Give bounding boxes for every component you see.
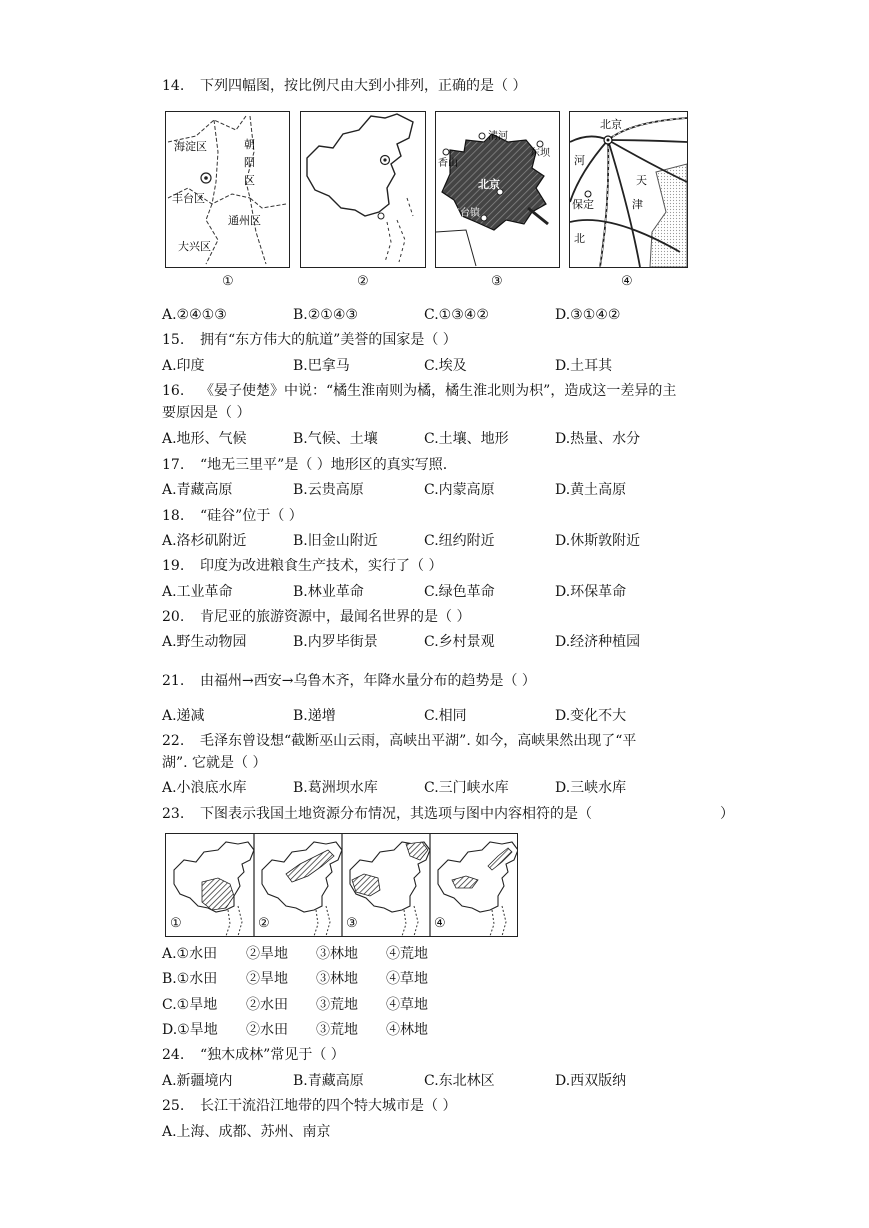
- question-number: 22.: [162, 733, 185, 749]
- option-c[interactable]: C.埃及: [424, 358, 467, 374]
- option-a[interactable]: A.上海、成都、苏州、南京: [162, 1124, 331, 1140]
- question-number: 24.: [162, 1047, 185, 1063]
- option-c[interactable]: C.土壤、地形: [424, 431, 509, 447]
- question-text: “地无三里平”是（ ）地形区的真实写照.: [200, 457, 448, 473]
- option-b[interactable]: B.巴拿马: [293, 358, 350, 374]
- question-text: 下列四幅图，按比例尺由大到小排列，正确的是（ ）: [200, 78, 527, 94]
- label-tongzhou: 通州区: [228, 214, 261, 227]
- option-b[interactable]: B.旧金山附近: [293, 533, 378, 549]
- label-fengtai: 丰台区: [172, 192, 205, 205]
- question-18-stem: [162, 506, 303, 526]
- question-14-stem: [162, 76, 526, 96]
- option-d[interactable]: D.三峡水库: [555, 780, 627, 796]
- option-b[interactable]: B.葛洲坝水库: [293, 780, 378, 796]
- label-qu: 区: [244, 174, 255, 187]
- regional-map-figure: [569, 111, 688, 268]
- label-chao: 朝: [244, 138, 255, 151]
- option-b[interactable]: B.林业革命: [293, 584, 364, 600]
- option-b[interactable]: B.②①④③: [293, 307, 358, 323]
- option-d[interactable]: D.经济种植园: [555, 634, 641, 650]
- figure-label-2: ②: [357, 274, 369, 289]
- option-c[interactable]: C.东北林区: [424, 1073, 495, 1089]
- option-c-4: ④草地: [386, 997, 428, 1013]
- option-a[interactable]: A.②④①③: [162, 307, 227, 323]
- figure-label-4: ④: [434, 916, 446, 931]
- question-number: 19.: [162, 558, 185, 574]
- question-text: 《晏子使楚》中说：“橘生淮南则为橘，橘生淮北则为枳”，造成这一差异的主: [200, 383, 677, 399]
- option-a[interactable]: A.递减: [162, 708, 205, 724]
- option-a[interactable]: A.地形、气候: [162, 431, 247, 447]
- option-a[interactable]: A.新疆境内: [162, 1073, 233, 1089]
- option-d[interactable]: D.热量、水分: [555, 431, 641, 447]
- option-d-4: ④林地: [386, 1022, 428, 1038]
- question-number: 21.: [162, 673, 185, 689]
- option-d[interactable]: D.③①④②: [555, 307, 621, 323]
- question-number: 16.: [162, 383, 185, 399]
- option-a[interactable]: A.青藏高原: [162, 482, 233, 498]
- figure-label-1: ①: [222, 274, 234, 289]
- china-map-figure: [300, 111, 426, 268]
- option-a[interactable]: A.野生动物园: [162, 634, 247, 650]
- question-25-stem: [162, 1096, 456, 1116]
- question-16-stem-cont: 要原因是（ ）: [162, 405, 251, 421]
- option-d[interactable]: D.土耳其: [555, 358, 613, 374]
- option-c[interactable]: C.绿色革命: [424, 584, 495, 600]
- figure-label-3: ③: [491, 274, 503, 289]
- question-number: 17.: [162, 457, 185, 473]
- question-number: 18.: [162, 508, 185, 524]
- option-a[interactable]: A.印度: [162, 358, 205, 374]
- option-d-3: ③荒地: [316, 1022, 358, 1038]
- label-beijing: 北京: [478, 178, 500, 191]
- option-c-3: ③荒地: [316, 997, 358, 1013]
- land-resources-figure: [165, 833, 518, 937]
- label-tian: 天: [636, 174, 647, 187]
- option-d[interactable]: D.休斯敦附近: [555, 533, 641, 549]
- question-23-stem: [162, 804, 592, 824]
- figure-label-1: ①: [170, 916, 182, 931]
- option-b-3: ③林地: [316, 971, 358, 987]
- question-17-stem: [162, 455, 447, 475]
- option-a[interactable]: A.小浪底水库: [162, 780, 247, 796]
- question-text: 由福州→西安→乌鲁木齐，年降水量分布的趋势是（ ）: [200, 673, 536, 689]
- beijing-city-map-figure: [435, 111, 560, 268]
- option-d[interactable]: D.西双版纳: [555, 1073, 627, 1089]
- option-a-3: ③林地: [316, 946, 358, 962]
- question-24-stem: [162, 1045, 345, 1065]
- question-number: 14.: [162, 78, 185, 94]
- question-text: “独木成林”常见于（ ）: [200, 1047, 345, 1063]
- label-beijing-4: 北京: [600, 118, 622, 131]
- option-a[interactable]: A.洛杉矶附近: [162, 533, 247, 549]
- question-number: 20.: [162, 609, 185, 625]
- label-he: 河: [574, 154, 585, 167]
- question-text: 印度为改进粮食生产技术，实行了（ ）: [200, 558, 443, 574]
- question-22-stem: [162, 731, 636, 751]
- question-text: 下图表示我国土地资源分布情况，其选项与图中内容相符的是（: [200, 806, 592, 822]
- option-b-1[interactable]: B.①水田: [162, 971, 218, 987]
- label-qinghe: 清河: [488, 131, 508, 142]
- label-daxing: 大兴区: [178, 240, 211, 253]
- option-a[interactable]: A.工业革命: [162, 584, 233, 600]
- district-map-figure: [165, 111, 290, 268]
- question-16-stem: [162, 381, 676, 401]
- option-d-2: ②水田: [246, 1022, 288, 1038]
- question-number: 23.: [162, 806, 185, 822]
- option-c[interactable]: C.乡村景观: [424, 634, 495, 650]
- option-d-1[interactable]: D.①旱地: [162, 1022, 218, 1038]
- question-text: 肯尼亚的旅游资源中，最闻名世界的是（ ）: [200, 609, 471, 625]
- option-b[interactable]: B.递增: [293, 708, 336, 724]
- label-yang: 阳: [244, 156, 255, 169]
- label-jin: 津: [632, 198, 643, 211]
- option-c[interactable]: C.内蒙高原: [424, 482, 495, 498]
- option-b-4: ④草地: [386, 971, 428, 987]
- question-text: 长江干流沿江地带的四个特大城市是（ ）: [200, 1098, 457, 1114]
- option-b[interactable]: B.气候、土壤: [293, 431, 378, 447]
- question-text: “硅谷”位于（ ）: [200, 508, 303, 524]
- question-21-stem: [162, 671, 536, 691]
- option-a-2: ②旱地: [246, 946, 288, 962]
- question-15-stem: [162, 330, 457, 350]
- option-d[interactable]: D.黄土高原: [555, 482, 627, 498]
- label-haidian: 海淀区: [174, 140, 207, 153]
- figure-label-2: ②: [258, 916, 270, 931]
- label-dongba: 东坝: [530, 148, 550, 159]
- option-c-1[interactable]: C.①旱地: [162, 997, 218, 1013]
- question-number: 15.: [162, 332, 185, 348]
- question-20-stem: [162, 607, 470, 627]
- option-b[interactable]: B.云贵高原: [293, 482, 364, 498]
- option-d[interactable]: D.变化不大: [555, 708, 627, 724]
- question-number: 25.: [162, 1098, 185, 1114]
- option-b-2: ②旱地: [246, 971, 288, 987]
- label-bei: 北: [574, 232, 585, 245]
- option-b[interactable]: B.内罗毕街景: [293, 634, 378, 650]
- figure-label-3: ③: [346, 916, 358, 931]
- question-23-close-paren: ）: [720, 806, 734, 822]
- question-text: 拥有“东方伟大的航道”美誉的国家是（ ）: [200, 332, 457, 348]
- option-c-2: ②水田: [246, 997, 288, 1013]
- question-22-stem-cont: 湖”. 它就是（ ）: [162, 755, 267, 771]
- option-a-4: ④荒地: [386, 946, 428, 962]
- figure-label-4: ④: [621, 274, 633, 289]
- option-d[interactable]: D.环保革命: [555, 584, 627, 600]
- option-c[interactable]: C.①③④②: [424, 307, 489, 323]
- option-b[interactable]: B.青藏高原: [293, 1073, 364, 1089]
- option-c[interactable]: C.三门峡水库: [424, 780, 509, 796]
- label-fengtaizhen: 丰台镇: [450, 208, 480, 219]
- label-xiangshan: 香山: [438, 158, 458, 169]
- label-baoding: 保定: [572, 198, 594, 211]
- option-a-1[interactable]: A.①水田: [162, 946, 218, 962]
- option-c[interactable]: C.纽约附近: [424, 533, 495, 549]
- question-19-stem: [162, 556, 442, 576]
- option-c[interactable]: C.相同: [424, 708, 467, 724]
- question-text: 毛泽东曾设想“截断巫山云雨，高峡出平湖”. 如今，高峡果然出现了“平: [200, 733, 637, 749]
